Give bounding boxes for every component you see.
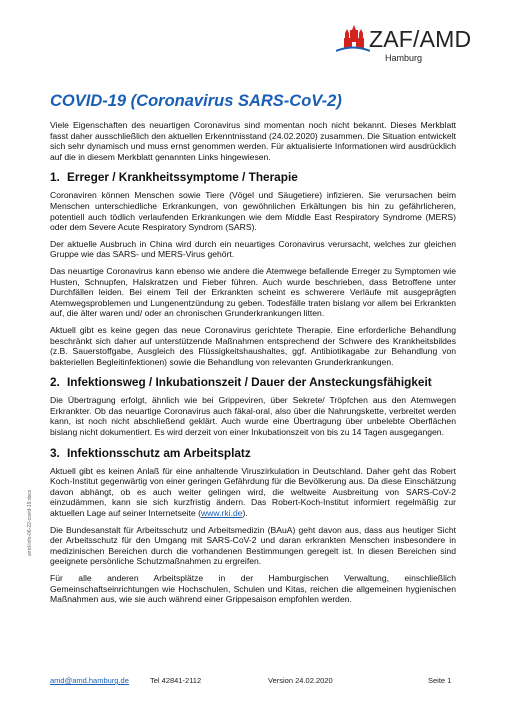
document-body [50,120,456,611]
paragraph: Der aktuelle Ausbruch in China wird durch ein neuartiges Coronavirus verursacht, welches zur gleichen Gruppe wie das SARS- und MERS-Virus gehört. [50,238,456,260]
rki-link[interactable]: www.rki.de [200,508,243,519]
paragraph-text: ). [242,508,248,519]
footer-phone: Tel 42841-2112 [150,676,202,685]
paragraph: Für alle anderen Arbeitsplätze in der Hamburgischen Verwaltung, einschließlich Gemeinschaftseinrichtungen wie Hochschulen, Schulen und Kitas, reichen die allgemeinen hygienischen Maßnahmen aus, wie sie auch während einer Grippesaison empfohlen werden. [50,573,456,605]
zaf-amd-logo [336,24,496,72]
logo-subtitle: Hamburg [385,53,423,63]
paragraph-text: Aktuell gibt es keinen Anlaß für eine anhaltende Viruszirkulation in Deutschland. Daher geht das Robert Koch-Institut gegenwärtig von einer geringen Gefährdung für die Bevölkerung aus. Da diese Einschätzung davon abhängt, ob es auch weiter gelingen wird, die weltweite Ausbreitung von SARS-CoV-2 einzudämmen, kann sie sich kurzfristig ändern. Das Robert-Koch-Institut informiert regelmäßig zur aktuellen Lage auf seiner Internetseite ( [50,465,456,519]
section-title: Erreger / Krankheitssymptome / Therapie [67,170,298,185]
section-heading-2 [50,376,456,389]
section-title: Infektionsweg / Inkubationszeit / Dauer der Ansteckungsfähigkeit [67,375,432,390]
document-title: COVID-19 (Coronavirus SARS-CoV-2) [50,92,342,110]
hamburg-castle-icon [336,24,370,54]
section-heading-3 [50,447,456,460]
paragraph-with-link [50,466,456,519]
footer-page-number: Seite 1 [428,676,452,685]
intro-paragraph: Viele Eigenschaften des neuartigen Coronavirus sind momentan noch nicht bekannt. Dieses Merkblatt fasst daher ausschließlich den aktuellen Erkenntnisstand (24.02.2020) zusammen. Die Situation entwickelt sich sehr dynamisch und muss ernst genommen werden. Für aktualisierte Informationen wird ausdrücklich auf die in diesem Merkblatt genannten Links hingewiesen. [50,120,456,162]
section-heading-1 [50,171,456,184]
section-title: Infektionsschutz am Arbeitsplatz [67,445,251,460]
paragraph: Die Übertragung erfolgt, ähnlich wie bei Grippeviren, über Sekrete/ Tröpfchen aus den Atemwegen Erkrankter. Ob das neuartige Coronavirus auch fäkal-oral, also über die Nahrungskette, verbreitet werden kann, ist noch nicht abschließend geklärt. Auch wurde eine Übertragung über unbelebte Oberflächen bislang nicht dokumentiert. Es wird derzeit von einer Inkubationszeit von bis zu 14 Tagen ausgegangen. [50,395,456,438]
footer-version: Version 24.02.2020 [268,676,333,685]
logo-text: ZAF/AMD [369,26,472,52]
section-number: 3. [50,445,60,460]
paragraph: Coronaviren können Menschen sowie Tiere (Vögel und Säugetiere) infizieren. Sie verursachen beim Menschen unterschiedliche Erkrankungen, von gewöhnlichen Erkältungen bis hin zu gefährlicheren, potentiell auch tödlich verlaufenden Erkrankungen wie dem Middle East Respiratory Syndrome (MERS) oder dem Severe Acute Respiratory Syndrom (SARS). [50,190,456,233]
paragraph: Die Bundesanstalt für Arbeitsschutz und Arbeitsmedizin (BAuA) geht davon aus, dass aus heutiger Sicht der Arbeitsschutz für den Umgang mit SARS-CoV-2 und daran erkrankten Menschen insbesondere in medizinischen Bereichen durch die vorhandenen Bestimmungen geregelt ist. In diesen Bereichen sind geeignete persönliche Schutzmaßnahmen zu ergreifen. [50,524,456,567]
document-code: amd-info-06-22-covid-19.docx [27,489,33,556]
section-number: 1. [50,170,60,185]
footer-email-link[interactable]: amd@amd.hamburg.de [50,676,129,685]
section-number: 2. [50,375,60,390]
paragraph: Aktuell gibt es keine gegen das neue Coronavirus gerichtete Therapie. Eine erforderliche Behandlung beschränkt sich daher auf unterstützende Maßnahmen entsprechend der Schwere des Krankheitsbildes (z.B. Sauerstoffgabe, Ausgleich des Flüssigkeitshaushaltes, ggf. Antibiotikagabe zur Behandlung von bakteriellen Begleitinfektionen) sowie die Behandlung von relevanten Grunderkrankungen. [50,324,456,367]
paragraph: Das neuartige Coronavirus kann ebenso wie andere die Atemwege befallende Erreger zu Symptomen wie Husten, Schnupfen, Halskratzen und Fieber führen. Auch wurde beschrieben, dass Betroffene unter Durchfällen leiden. Bei einem Teil der Erkrankten scheint es schwerere Verläufe mit ausgeprägten Atemwegsproblemen und Lungenentzündung zu geben. Todesfälle traten bislang vor allem bei Erkrankten auf, die älter waren und/ oder an chronischen Grunderkrankungen litten. [50,265,456,319]
